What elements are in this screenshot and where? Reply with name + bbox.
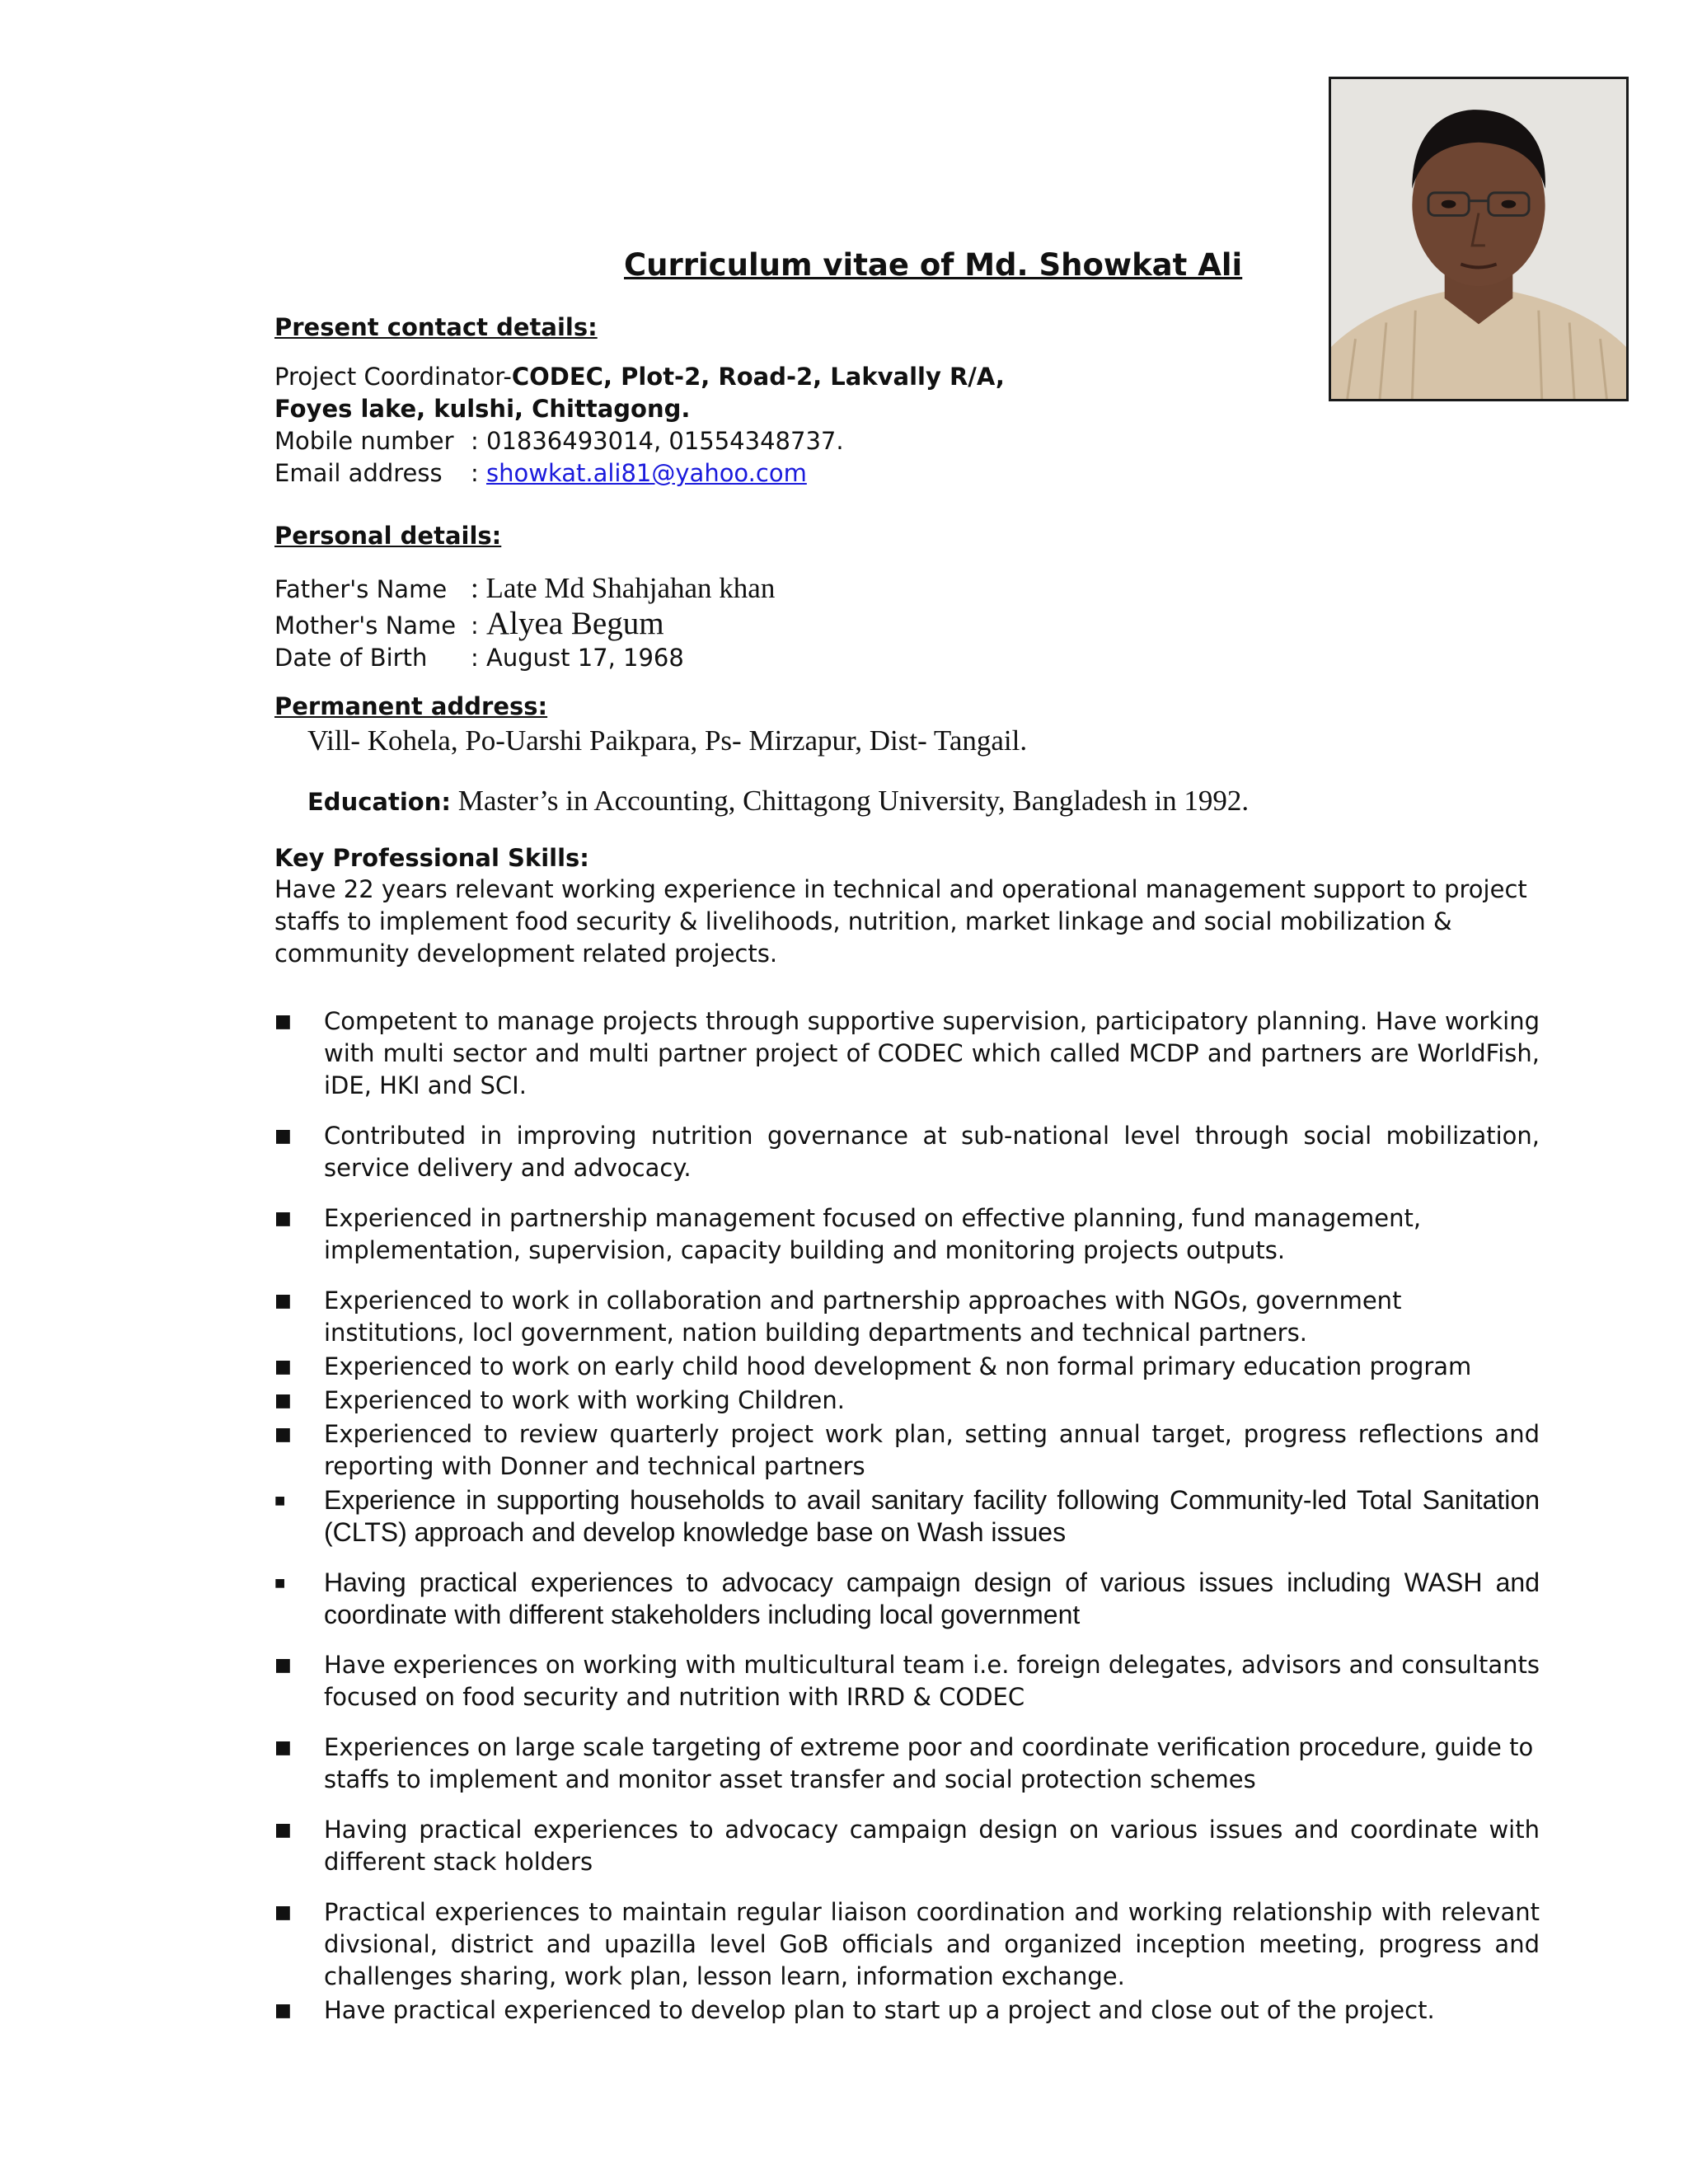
list-item-text: Experiences on large scale targeting of extreme poor and coordinate verification procedure, guide to staffs to implement and monitor asset transfer and social protection schemes [324,1733,1534,1793]
list-item [274,1994,1540,2027]
bullet-icon: ■ [274,1490,286,1511]
contact-position-line [274,363,1005,391]
skills-heading: Key Professional Skills: [274,844,589,872]
list-item [274,1732,1540,1796]
list-item-text: Experienced to review quarterly project work plan, setting annual target, progress reflections and reporting with Donner and technical partners [324,1420,1540,1480]
dob-label: Date of Birth [274,644,428,672]
education-row [307,785,1249,818]
mother-label: Mother's Name [274,612,457,640]
bullet-icon: ■ [274,1208,292,1229]
bullet-icon: ■ [274,1655,292,1675]
profile-photo [1329,77,1629,401]
email-colon: : [471,459,486,487]
education-label: Education: [307,788,451,816]
organization-address-line1: CODEC, Plot-2, Road-2, Lakvally R/A, [511,363,1005,391]
bullet-icon: ■ [274,1291,292,1311]
list-item [274,1351,1540,1383]
list-item-text: Contributed in improving nutrition governance at sub-national level through social mobilization, service delivery and advocacy. [324,1122,1540,1182]
mobile-label: Mobile number [274,427,454,455]
list-item-text: Experienced in partnership management focused on effective planning, fund management, implementation, supervision, capacity building and monitoring projects outputs. [324,1204,1422,1264]
list-item-text: Experience in supporting households to avail sanitary facility following Community-led Total Sanitation (CLTS) approach and develop knowledge base on Wash issues [324,1485,1540,1547]
list-item [274,1649,1540,1713]
education-value: Master’s in Accounting, Chittagong University, Bangladesh in 1992. [450,785,1250,817]
father-value: : Late Md Shahjahan khan [471,572,776,604]
list-item-text: Having practical experiences to advocacy campaign design on various issues and coordinate with different stack holders [324,1816,1540,1876]
dob-value: : August 17, 1968 [471,644,684,672]
bullet-icon: ■ [274,2000,292,2021]
permanent-address-value: Vill- Kohela, Po-Uarshi Paikpara, Ps- Mirzapur, Dist- Tangail. [307,724,1028,757]
bullet-icon: ■ [274,1011,292,1032]
contact-heading: Present contact details: [274,313,598,341]
list-item [274,1567,1540,1631]
list-item-text: Experienced to work with working Children. [324,1386,845,1414]
list-item [274,1005,1540,1102]
portrait-image [1331,79,1626,399]
mother-colon: : [471,612,486,640]
mobile-row [274,427,844,455]
document-title: Curriculum vitae of Md. Showkat Ali [624,247,1243,283]
organization-address-line2: Foyes lake, kulshi, Chittagong. [274,395,691,423]
permanent-address-heading: Permanent address: [274,692,548,720]
list-item [274,1385,1540,1417]
father-label: Father's Name [274,575,448,603]
bullet-icon: ■ [274,1902,292,1923]
mother-row [274,605,664,642]
bullet-icon: ■ [274,1424,292,1445]
email-row [274,459,807,487]
bullet-icon: ■ [274,1357,292,1377]
skills-list [274,1005,1540,2027]
list-item-text: Have experiences on working with multicultural team i.e. foreign delegates, advisors and consultants focused on food security and nutrition with IRRD & CODEC [324,1651,1540,1711]
list-item-text: Have practical experienced to develop plan to start up a project and close out of the project. [324,1996,1435,2024]
mobile-value: : 01836493014, 01554348737. [471,427,844,455]
personal-heading: Personal details: [274,522,502,550]
position-prefix: Project Coordinator- [274,363,512,391]
list-item-text: Experienced to work in collaboration and partnership approaches with NGOs, government institutions, locl government, nation building departments and technical partners. [324,1286,1402,1347]
list-item [274,1484,1540,1549]
list-item-text: Practical experiences to maintain regular liaison coordination and working relationship with relevant divsional, district and upazilla level GoB officials and organized inception meeting, progress and challenges sharing, work plan, lesson learn, information exchange. [324,1898,1540,1990]
list-item [274,1202,1540,1267]
dob-row [274,644,684,672]
list-item [274,1896,1540,1993]
mother-value: Alyea Begum [486,606,664,641]
bullet-icon: ■ [274,1572,286,1593]
bullet-icon: ■ [274,1737,292,1758]
email-link[interactable]: showkat.ali81@yahoo.com [486,459,807,487]
bullet-icon: ■ [274,1126,292,1146]
bullet-icon: ■ [274,1390,292,1411]
skills-summary: Have 22 years relevant working experience in technical and operational management support to project staffs to implement food security & livelihoods, nutrition, market linkage and social mobilization & community development related projects. [274,875,1527,968]
list-item-text: Experienced to work on early child hood development & non formal primary education program [324,1352,1472,1380]
list-item-text: Having practical experiences to advocacy campaign design of various issues including WASH and coordinate with different stakeholders including local government [324,1568,1540,1629]
list-item [274,1418,1540,1483]
list-item [274,1285,1540,1349]
list-item [274,1814,1540,1878]
list-item-text: Competent to manage projects through supportive supervision, participatory planning. Have working with multi sector and multi partner project of CODEC which called MCDP and partners are WorldFish, iDE, HKI and SCI. [324,1007,1540,1099]
email-label: Email address [274,459,443,487]
bullet-icon: ■ [274,1820,292,1840]
father-row [274,572,775,605]
list-item [274,1120,1540,1184]
